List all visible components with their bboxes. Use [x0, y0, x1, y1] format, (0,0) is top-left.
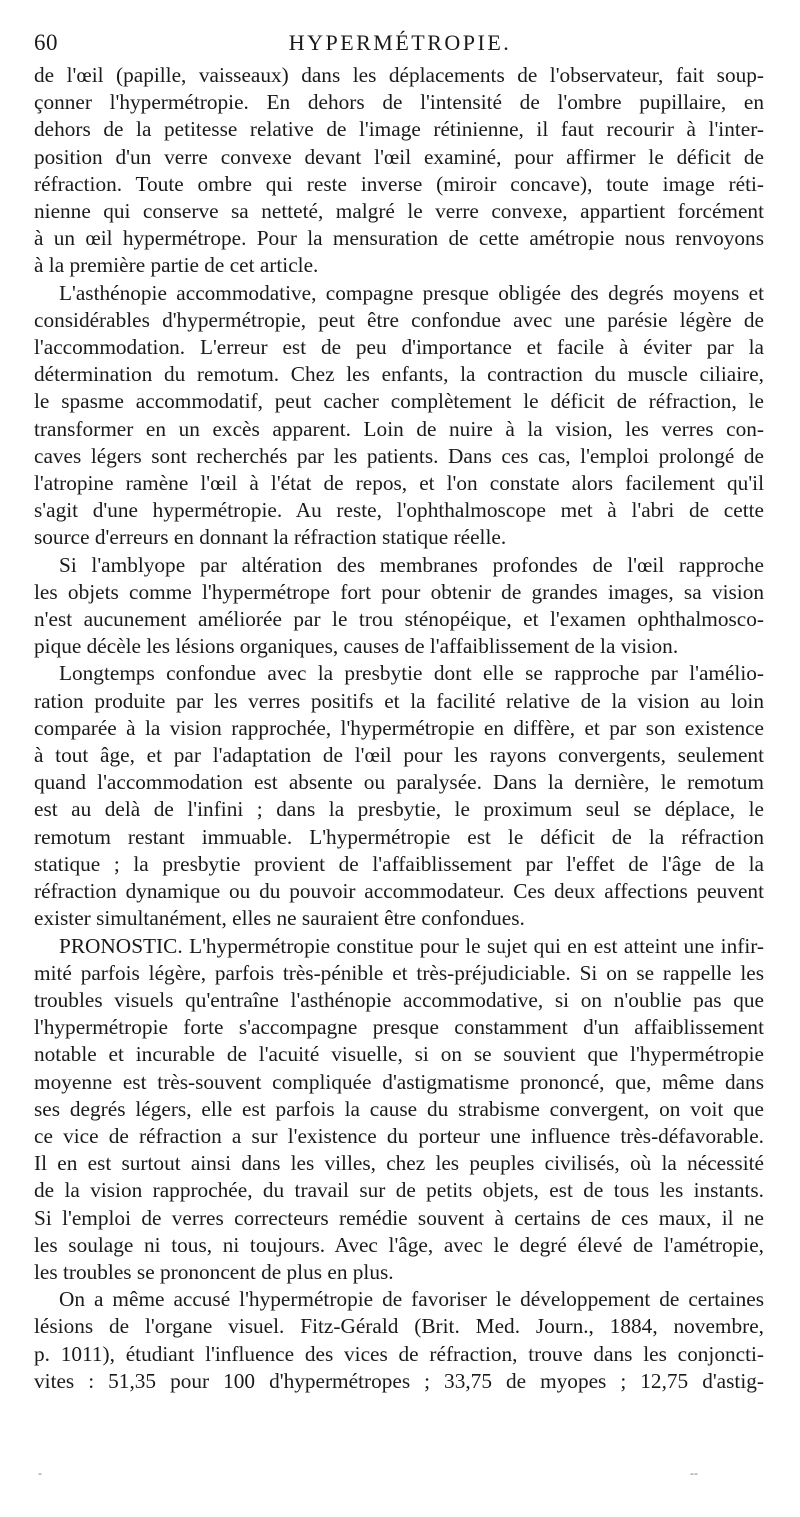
text-line: de la vision rapprochée, du travail sur de petits objets, est de tous les instants.: [34, 1178, 764, 1203]
text-line: notable et incurable de l'acuité visuelle, si on se souvient que l'hypermétropie: [34, 1042, 764, 1067]
text-line: Si l'emploi de verres correcteurs remédie souvent à certains de ces maux, il ne: [34, 1205, 764, 1230]
text-line: le spasme accommodatif, peut cacher complètement le déficit de réfraction, le: [34, 389, 764, 414]
text-line: les troubles se prononcent de plus en plus.: [34, 1259, 394, 1284]
text-line: à un œil hypermétrope. Pour la mensuration de cette amétropie nous renvoyons: [34, 226, 764, 251]
text-line: de l'œil (papille, vaisseaux) dans les déplacements de l'observateur, fait soup-: [34, 63, 764, 87]
text-line: l'hypermétropie forte s'accompagne presque constamment d'un affaiblissement: [34, 1015, 764, 1040]
page-header: [0, 30, 800, 66]
text-line: transformer en un excès apparent. Loin de nuire à la vision, les verres con-: [34, 416, 764, 441]
text-line: s'agit d'une hypermétropie. Au reste, l'ophthalmoscope met à l'abri de cette: [34, 498, 764, 523]
text-line: PRONOSTIC. L'hypermétropie constitue pour le sujet qui en est atteint une infir-: [59, 933, 764, 958]
text-line: détermination du remotum. Chez les enfants, la contraction du muscle ciliaire,: [34, 362, 764, 387]
text-line: çonner l'hypermétropie. En dehors de l'intensité de l'ombre pupillaire, en: [34, 90, 764, 115]
text-line: Il en est surtout ainsi dans les villes, chez les peuples civilisés, où la nécessité: [34, 1151, 764, 1176]
text-line: réfraction dynamique ou du pouvoir accommodateur. Ces deux affections peuvent: [34, 879, 764, 904]
text-line: p. 1011), étudiant l'influence des vices de réfraction, trouve dans les conjoncti-: [34, 1341, 764, 1366]
text-line: les objets comme l'hypermétrope fort pour obtenir de grandes images, sa vision: [34, 579, 764, 604]
page-footer: [0, 1466, 800, 1486]
text-line: l'atropine ramène l'œil à l'état de repos, et l'on constate alors facilement qu'il: [34, 471, 764, 496]
text-line: exister simultanément, elles ne sauraient être confondues.: [34, 906, 525, 931]
text-line: l'accommodation. L'erreur est de peu d'importance et facile à éviter par la: [34, 335, 764, 360]
page-number: 60: [34, 30, 58, 55]
text-line: ses degrés légers, elle est parfois la cause du strabisme convergent, on voit que: [34, 1096, 764, 1121]
text-line: troubles visuels qu'entraîne l'asthénopie accommodative, si on n'oublie pas que: [34, 987, 764, 1012]
text-line: Longtemps confondue avec la presbytie dont elle se rapproche par l'amélio-: [59, 661, 764, 686]
text-line: moyenne est très-souvent compliquée d'astigmatisme prononcé, que, même dans: [34, 1069, 764, 1094]
text-line: pique décèle les lésions organiques, causes de l'affaiblissement de la vision.: [34, 634, 679, 659]
text-line: source d'erreurs en donnant la réfraction statique réelle.: [34, 525, 507, 550]
text-line: considérables d'hypermétropie, peut être confondue avec une parésie légère de: [34, 307, 764, 332]
running-title: HYPERMÉTROPIE.: [288, 30, 512, 55]
text-line: à tout âge, et par l'adaptation de l'œil pour les rayons convergents, seulement: [34, 743, 764, 768]
text-line: les soulage ni tous, ni toujours. Avec l'âge, avec le degré élevé de l'amétropie,: [34, 1232, 764, 1257]
text-line: remotum restant immuable. L'hypermétropie est le déficit de la réfraction: [34, 824, 764, 849]
text-line: est au delà de l'infini ; dans la presbytie, le proximum seul se déplace, le: [34, 797, 764, 822]
text-line: dehors de la petitesse relative de l'image rétinienne, il faut recourir à l'inter-: [34, 117, 764, 142]
text-line: caves légers sont recherchés par les patients. Dans ces cas, l'emploi prolongé de: [34, 443, 764, 468]
scan-mark-left: -: [38, 1466, 42, 1480]
body-text: [34, 62, 764, 1395]
text-line: ce vice de réfraction a sur l'existence du porteur une influence très-défavorable.: [34, 1123, 764, 1148]
text-line: ration produite par les verres positifs et la facilité relative de la vision au loin: [34, 688, 764, 713]
text-line: On a même accusé l'hypermétropie de favoriser le développement de certaines: [59, 1287, 764, 1312]
text-line: n'est aucunement améliorée par le trou sténopéique, et l'examen ophthalmosco-: [34, 607, 764, 632]
text-line: lésions de l'organe visuel. Fitz-Gérald (Brit. Med. Journ., 1884, novembre,: [34, 1314, 764, 1339]
text-line: quand l'accommodation est absente ou paralysée. Dans la dernière, le remotum: [34, 770, 764, 795]
text-line: Si l'amblyope par altération des membranes profondes de l'œil rapproche: [59, 552, 764, 577]
text-line: L'asthénopie accommodative, compagne presque obligée des degrés moyens et: [59, 280, 764, 305]
text-line: position d'un verre convexe devant l'œil examiné, pour affirmer le déficit de: [34, 144, 764, 169]
scan-mark-right: --: [690, 1466, 698, 1480]
text-line: statique ; la presbytie provient de l'affaiblissement par l'effet de l'âge de la: [34, 851, 764, 876]
text-line: nienne qui conserve sa netteté, malgré le verre convexe, appartient forcément: [34, 199, 764, 224]
text-line: comparée à la vision rapprochée, l'hypermétropie en diffère, et par son existence: [34, 715, 764, 740]
text-line: vites : 51,35 pour 100 d'hypermétropes ; 33,75 de myopes ; 12,75 d'astig-: [34, 1368, 764, 1393]
text-line: à la première partie de cet article.: [34, 253, 319, 278]
text-line: réfraction. Toute ombre qui reste inverse (miroir concave), toute image réti-: [34, 171, 764, 196]
text-line: mité parfois légère, parfois très-pénible et très-préjudiciable. Si on se rappelle les: [34, 960, 764, 985]
